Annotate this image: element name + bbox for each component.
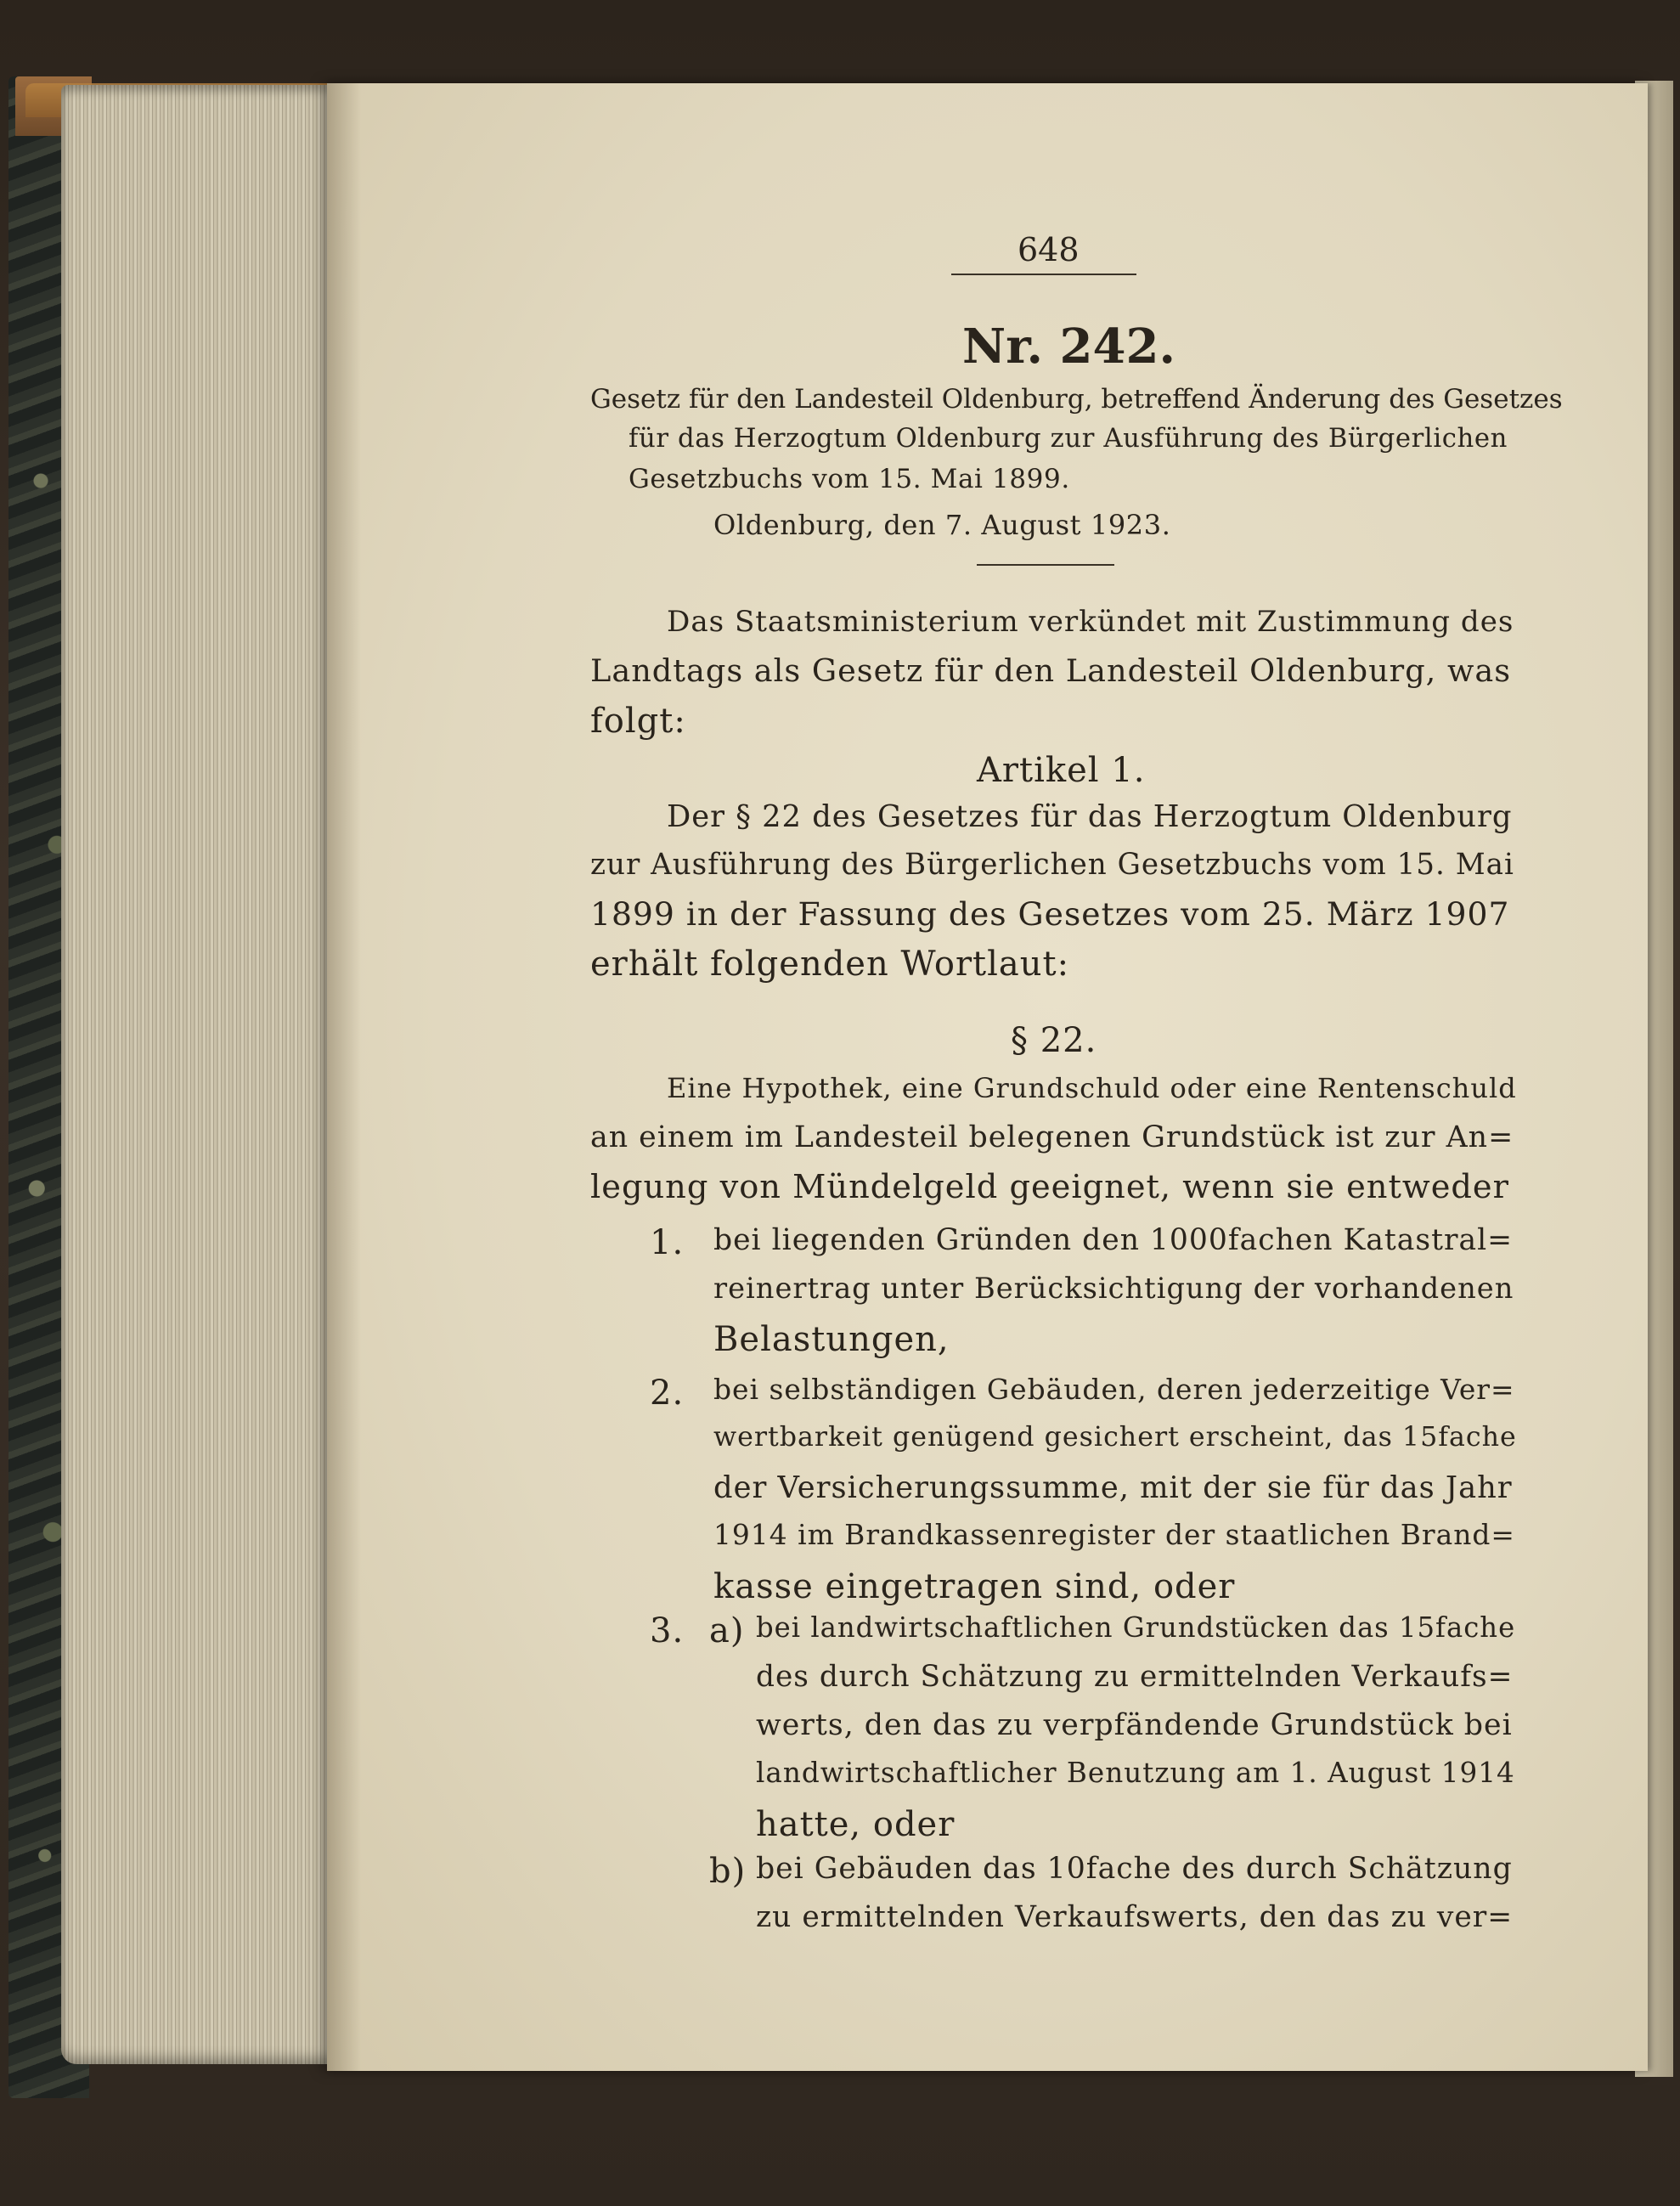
preamble-line-2: Landtags als Gesetz für den Landesteil Oldenburg, was: [590, 652, 1512, 689]
preamble-line-1: Das Staatsministerium verkündet mit Zustimmung des: [667, 605, 1514, 639]
item-3a-line-2: des durch Schätzung zu ermittelnden Verkaufs=: [756, 1660, 1514, 1694]
item-3a-label: a): [709, 1611, 745, 1650]
page-number: 648: [1018, 231, 1080, 268]
article-line-3: 1899 in der Fassung des Gesetzes vom 25. März 1907: [590, 895, 1510, 933]
section-intro-line-3: legung von Mündelgeld geeignet, wenn sie entweder: [590, 1168, 1509, 1206]
article-line-4: erhält folgenden Wortlaut:: [590, 945, 1070, 984]
preamble-line-3: folgt:: [590, 702, 686, 741]
item-2-line-5: kasse eingetragen sind, oder: [713, 1567, 1236, 1606]
item-2-line-1: bei selbständigen Gebäuden, deren jederzeitige Ver=: [713, 1373, 1515, 1406]
section-intro-line-1: Eine Hypothek, eine Grundschuld oder eine Rentenschuld: [667, 1072, 1517, 1104]
title-divider-rule: [977, 564, 1114, 566]
item-1-line-3: Belastungen,: [713, 1320, 950, 1359]
item-3b-line-1: bei Gebäuden das 10fache des durch Schätzung: [756, 1852, 1513, 1886]
section-intro-line-2: an einem im Landesteil belegenen Grundstück ist zur An=: [590, 1120, 1514, 1154]
law-title-line-3: Gesetzbuchs vom 15. Mai 1899.: [629, 464, 1070, 494]
item-1-line-2: reinertrag unter Berücksichtigung der vorhandenen: [713, 1272, 1514, 1305]
item-3-number: 3.: [650, 1611, 685, 1650]
gutter-shadow: [327, 83, 361, 2071]
item-3b-line-2: zu ermittelnden Verkaufswerts, den das zu ver=: [756, 1900, 1514, 1934]
item-2-line-2: wertbarkeit genügend gesichert erscheint, das 15fache: [713, 1422, 1517, 1453]
item-3a-line-4: landwirtschaftlicher Benutzung am 1. August 1914: [756, 1757, 1515, 1789]
law-number: Nr. 242.: [962, 319, 1175, 375]
item-1-line-1: bei liegenden Gründen den 1000fachen Katastral=: [713, 1223, 1514, 1257]
item-3a-line-1: bei landwirtschaftlichen Grundstücken das 15fache: [756, 1611, 1516, 1644]
page-edges-stack: [61, 85, 333, 2064]
article-line-2: zur Ausführung des Bürgerlichen Gesetzbuchs vom 15. Mai: [590, 848, 1514, 882]
item-3b-label: b): [709, 1852, 747, 1891]
item-2-line-3: der Versicherungssumme, mit der sie für das Jahr: [713, 1470, 1513, 1505]
item-3a-line-5: hatte, oder: [756, 1805, 956, 1844]
item-2-line-4: 1914 im Brandkassenregister der staatlichen Brand=: [713, 1518, 1515, 1551]
item-1-number: 1.: [650, 1223, 685, 1262]
section-heading: § 22.: [1011, 1021, 1097, 1060]
article-line-1: Der § 22 des Gesetzes für das Herzogtum Oldenburg: [667, 799, 1513, 834]
law-title-line-2: für das Herzogtum Oldenburg zur Ausführung des Bürgerlichen: [629, 424, 1508, 454]
law-title-line-1: [590, 384, 1563, 415]
page-number-rule: [951, 274, 1136, 275]
law-date-line: Oldenburg, den 7. August 1923.: [713, 509, 1171, 541]
item-2-number: 2.: [650, 1374, 685, 1413]
article-heading: Artikel 1.: [977, 751, 1146, 790]
law-title-text-1: Gesetz für den Landesteil Oldenburg, betreffend Änderung des Gesetzes: [590, 384, 1563, 415]
item-3a-line-3: werts, den das zu verpfändende Grundstück bei: [756, 1708, 1513, 1742]
